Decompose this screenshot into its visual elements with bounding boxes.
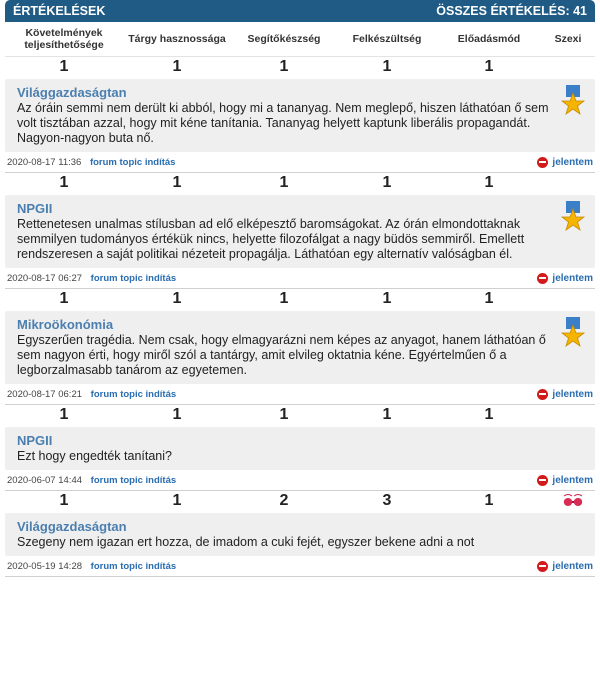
sexy-score xyxy=(541,491,595,511)
score: 2 xyxy=(279,492,289,509)
review-footer xyxy=(5,556,595,577)
score: 1 xyxy=(279,58,289,75)
score: 1 xyxy=(59,58,69,75)
review-footer xyxy=(5,384,595,405)
review-footer xyxy=(5,470,595,491)
subject-title: NPGII xyxy=(17,201,53,216)
star-badge-icon xyxy=(561,317,585,347)
score: 1 xyxy=(382,174,392,191)
score: 1 xyxy=(382,406,392,423)
score-row xyxy=(5,405,595,425)
column-header: Követelmények teljesíthetősége xyxy=(24,27,104,51)
score-row xyxy=(5,289,595,309)
review-text: Szegeny nem igazan ert hozza, de imadom a cuki fejét, egyszer bekene adni a not xyxy=(17,535,475,549)
subject-title: Világgazdaságtan xyxy=(17,85,127,100)
rating-entry xyxy=(5,405,595,491)
review-footer xyxy=(5,152,595,173)
report-label: jelentem xyxy=(552,272,593,284)
forum-topic-link[interactable]: forum topic indítás xyxy=(90,272,177,284)
score: 1 xyxy=(484,492,494,509)
star-badge-icon xyxy=(561,201,585,231)
column-header: Segítőkészség xyxy=(247,33,321,45)
review-footer xyxy=(5,268,595,289)
score: 1 xyxy=(172,58,182,75)
score: 1 xyxy=(59,290,69,307)
ratings-title: ÉRTÉKELÉSEK xyxy=(13,4,106,18)
review-box xyxy=(5,79,595,152)
score: 1 xyxy=(59,406,69,423)
score: 1 xyxy=(59,492,69,509)
score: 1 xyxy=(172,406,182,423)
subject-title: NPGII xyxy=(17,433,53,448)
review-date: 2020-08-17 06:27 xyxy=(7,272,83,284)
forum-topic-link[interactable]: forum topic indítás xyxy=(90,560,177,572)
no-entry-icon xyxy=(537,475,548,486)
review-date: 2020-06-07 14:44 xyxy=(7,474,83,486)
review-date: 2020-05-19 14:28 xyxy=(7,560,83,572)
column-header: Tárgy hasznossága xyxy=(128,33,226,45)
review-text: Rettenetesen unalmas stílusban ad elő elképesztő baromságokat. Az órán elmondottaknak semmilyen tudományos értékük nincs, helyette filozofálgat a nagy büdös semmiről. Emellett rendszeresen a saját politikai nézeteit propagálja. Láthatóan egy alternatív valóságban él. xyxy=(17,217,525,261)
score: 1 xyxy=(484,290,494,307)
review-box xyxy=(5,427,595,470)
column-header: Szexi xyxy=(554,33,582,45)
report-label: jelentem xyxy=(552,388,593,400)
forum-topic-link[interactable]: forum topic indítás xyxy=(89,156,176,168)
review-date: 2020-08-17 11:36 xyxy=(7,156,82,168)
report-label: jelentem xyxy=(552,156,593,168)
rating-entry xyxy=(5,289,595,405)
column-header: Előadásmód xyxy=(457,33,521,45)
score: 1 xyxy=(484,174,494,191)
ratings-panel xyxy=(5,0,595,577)
report-link[interactable] xyxy=(537,157,593,168)
score: 1 xyxy=(279,406,289,423)
score: 1 xyxy=(484,406,494,423)
review-date: 2020-08-17 06:21 xyxy=(7,388,83,400)
score: 1 xyxy=(484,58,494,75)
report-link[interactable] xyxy=(537,561,593,572)
rating-entry xyxy=(5,57,595,173)
score: 1 xyxy=(172,174,182,191)
score: 1 xyxy=(59,174,69,191)
report-label: jelentem xyxy=(552,560,593,572)
forum-topic-link[interactable]: forum topic indítás xyxy=(90,474,177,486)
score: 1 xyxy=(279,290,289,307)
score-row xyxy=(5,57,595,77)
no-entry-icon xyxy=(537,389,548,400)
no-entry-icon xyxy=(537,561,548,572)
bra-icon xyxy=(563,493,583,507)
ratings-header xyxy=(5,0,595,22)
review-text: Egyszerűen tragédia. Nem csak, hogy elmagyarázni nem képes az anyagot, hanem láthatóan ő sem nagyon érti, hogy miről szól a tantárgy, amit elvileg oktatnia kéne. Egyértelműen ő a legborzalmasabb tanárom az egyetemen. xyxy=(17,333,546,377)
forum-topic-link[interactable]: forum topic indítás xyxy=(90,388,177,400)
star-badge-icon xyxy=(561,85,585,115)
report-label: jelentem xyxy=(552,474,593,486)
score: 1 xyxy=(382,58,392,75)
score-row xyxy=(5,173,595,193)
review-box xyxy=(5,311,595,384)
score: 1 xyxy=(172,492,182,509)
score: 1 xyxy=(279,174,289,191)
score: 1 xyxy=(382,290,392,307)
subject-title: Mikroökonómia xyxy=(17,317,114,332)
rating-entry xyxy=(5,491,595,577)
review-text: Az óráin semmi nem derült ki abból, hogy mi a tananyag. Nem meglepő, hiszen láthatóan ő sem volt tisztában azzal, hogy mit kéne tanítania. Tananyag helyett kaptunk liberális propagandát. Nagyon-nagyon buta nő. xyxy=(17,101,549,145)
column-headers xyxy=(5,22,595,57)
no-entry-icon xyxy=(537,273,548,284)
review-text: Ezt hogy engedték tanítani? xyxy=(17,449,172,463)
subject-title: Világgazdaságtan xyxy=(17,519,127,534)
review-box xyxy=(5,195,595,268)
rating-entry xyxy=(5,173,595,289)
review-box xyxy=(5,513,595,556)
report-link[interactable] xyxy=(537,475,593,486)
ratings-count: ÖSSZES ÉRTÉKELÉS: 41 xyxy=(436,4,587,18)
score: 3 xyxy=(382,492,392,509)
no-entry-icon xyxy=(537,157,548,168)
report-link[interactable] xyxy=(537,389,593,400)
report-link[interactable] xyxy=(537,273,593,284)
score-row xyxy=(5,491,595,511)
column-header: Felkészültség xyxy=(352,33,422,45)
score: 1 xyxy=(172,290,182,307)
